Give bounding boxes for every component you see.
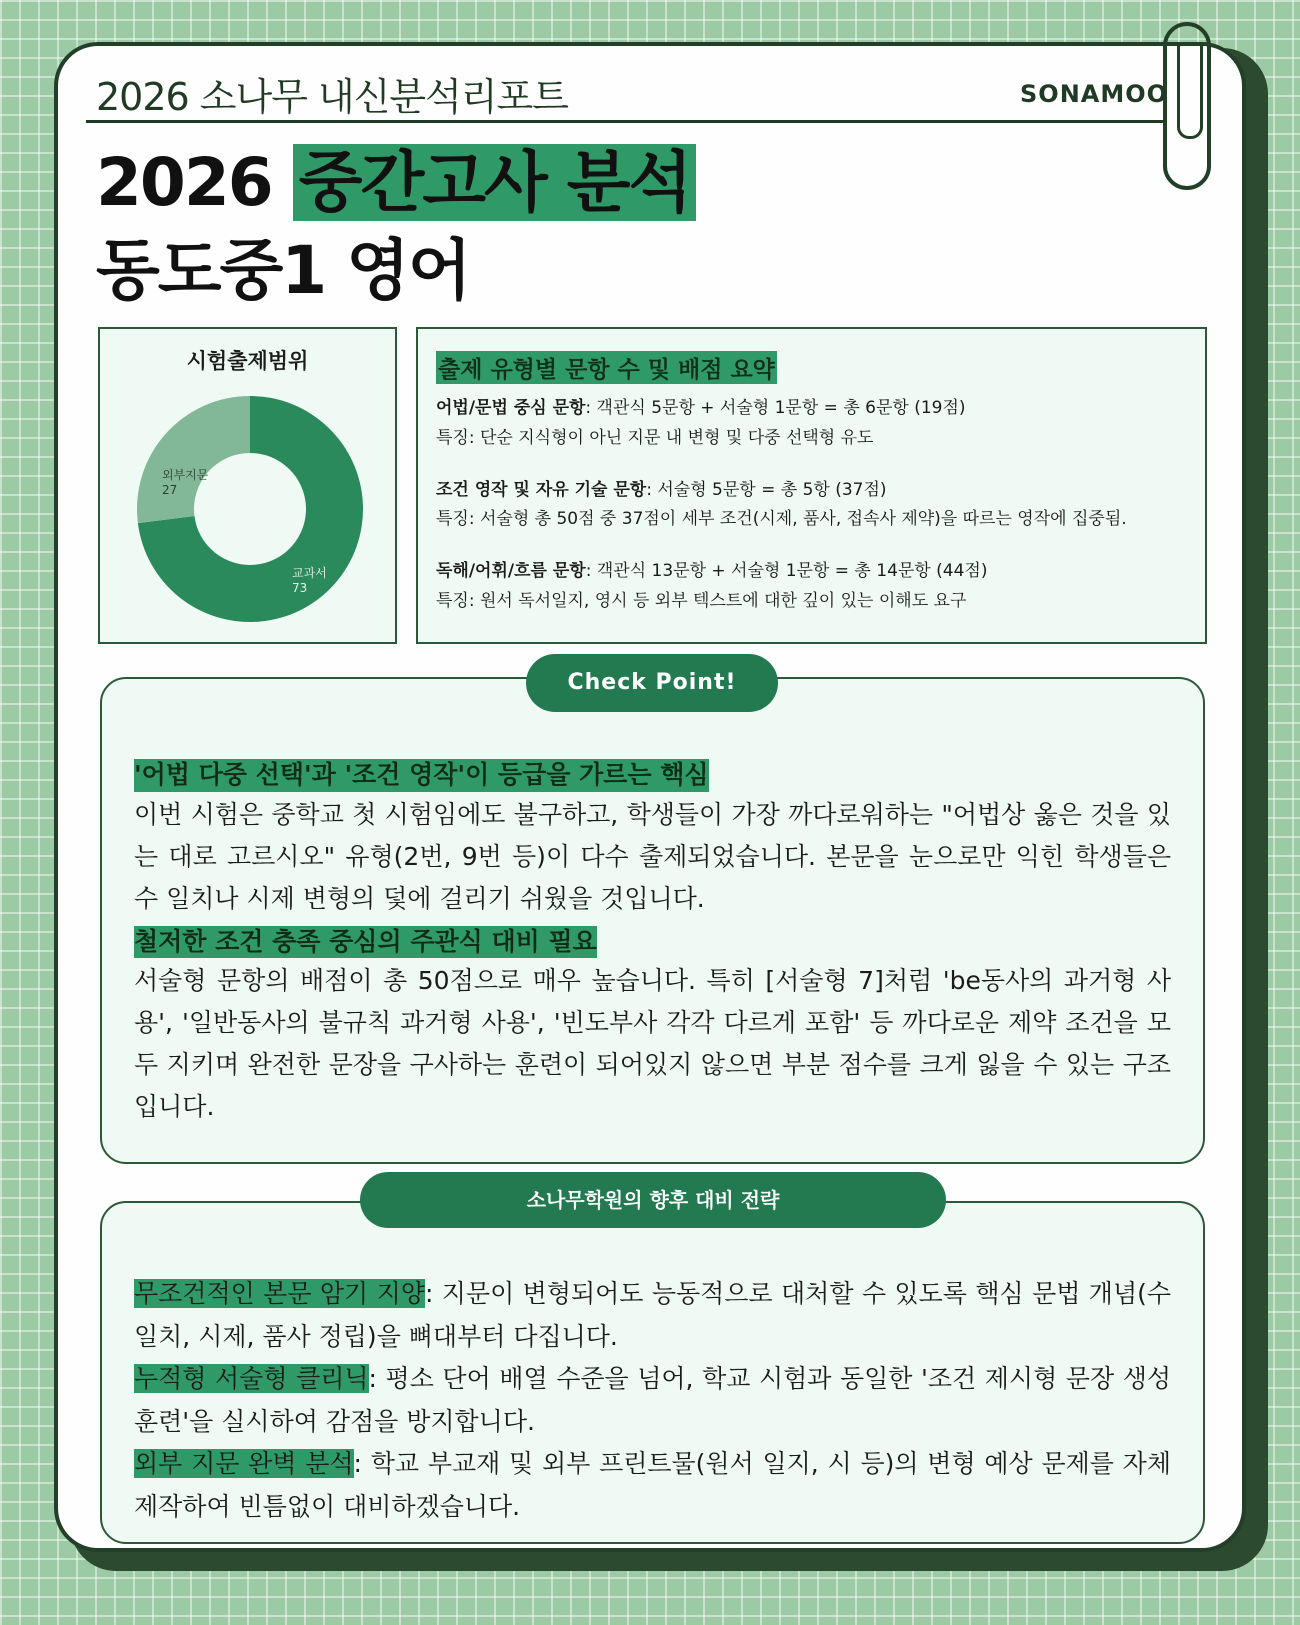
check-point-badge: Check Point! [526, 654, 778, 712]
summary-item-label: 어법/문법 중심 문항 [436, 398, 586, 418]
strategy-item [134, 1273, 1171, 1358]
summary-item-label: 조건 영작 및 자유 기술 문항 [436, 479, 647, 500]
summary-item-feature: 특징: 서술형 총 50점 중 37점이 세부 조건(시제, 품사, 접속사 제약)을 따르는 영작에 집중됨. [436, 509, 1127, 530]
exam-scope-title: 시험출제범위 [186, 349, 309, 373]
sonamoo-logo: SONAMOO [1020, 80, 1169, 108]
summary-item-detail: : 객관식 13문항 + 서술형 1문항 = 총 14문항 (44점) [585, 561, 988, 581]
report-header-title: 2026 소나무 내신분석리포트 [96, 75, 568, 119]
check-point-body: 서술형 문항의 배점이 총 50점으로 매우 높습니다. 특히 [서술형 7]처럼 'be동사의 과거형 사용', '일반동사의 불규칙 과거형 사용', '빈도부사 각각 다르게 포함' 등 까다로운 제약 조건을 모두 지키며 완전한 문장을 구사하는 훈련이 되어있지 않으면 부분 점수를 크게 잃을 수 있는 구조입니다. [134, 966, 1171, 1121]
summary-item [436, 394, 1187, 454]
type-summary-panel [416, 327, 1207, 644]
page-title [96, 144, 696, 221]
strategy-body: : 평소 단어 배열 수준을 넘어, 학교 시험과 동일한 '조건 제시형 문장 생성 훈련'을 실시하여 감점을 방지합니다. [134, 1364, 1171, 1436]
title-year: 2026 [96, 144, 272, 221]
donut-slice-external [137, 396, 250, 523]
textbook-value: 73 [292, 581, 308, 595]
strategy-heading: 무조건적인 본문 암기 지양 [134, 1279, 425, 1308]
strategy-heading: 누적형 서술형 클리닉 [134, 1364, 369, 1393]
page-subtitle: 동도중1 영어 [96, 232, 470, 309]
summary-item-feature: 특징: 단순 지식형이 아닌 지문 내 변형 및 다중 선택형 유도 [436, 427, 874, 448]
summary-item-detail: : 서술형 5문항 = 총 5항 (37점) [646, 479, 887, 500]
external-value: 27 [162, 483, 178, 497]
exam-scope-panel [98, 327, 397, 644]
strategy-body: : 학교 부교재 및 외부 프린트물(원서 일지, 시 등)의 변형 예상 문제를 자체 제작하여 빈틈없이 대비하겠습니다. [134, 1449, 1171, 1521]
check-point-body: 이번 시험은 중학교 첫 시험임에도 불구하고, 학생들이 가장 까다로워하는 "어법상 옳은 것을 있는 대로 고르시오" 유형(2번, 9번 등)이 다수 출제되었습니다. 본문을 눈으로만 익힌 학생들은 수 일치나 시제 변형의 덫에 걸리기 쉬웠을 것입니다. [134, 799, 1171, 913]
summary-title: 출제 유형별 문항 수 및 배점 요약 [436, 351, 777, 384]
check-point-heading: '어법 다중 선택'과 '조건 영작'이 등급을 가르는 핵심 [134, 759, 709, 792]
title-highlight: 중간고사 분석 [293, 144, 697, 221]
summary-item [436, 476, 1187, 536]
textbook-label: 교과서 [292, 566, 327, 580]
strategy-body: : 지문이 변형되어도 능동적으로 대처할 수 있도록 핵심 문법 개념(수 일치, 시제, 품사 정립)을 뼈대부터 다집니다. [134, 1279, 1171, 1351]
strategy-item [134, 1358, 1171, 1443]
summary-item-feature: 특징: 원서 독서일지, 영시 등 외부 텍스트에 대한 깊이 있는 이해도 요구 [436, 590, 967, 611]
scope-donut-chart [132, 391, 368, 627]
check-point-panel [100, 677, 1205, 1164]
paperclip-icon [1163, 22, 1211, 190]
strategy-item [134, 1443, 1171, 1528]
check-point-heading: 철저한 조건 충족 중심의 주관식 대비 필요 [134, 926, 597, 959]
external-label: 외부지문 [162, 468, 209, 482]
summary-item [436, 557, 1187, 617]
strategy-heading: 외부 지문 완벽 분석 [134, 1449, 354, 1478]
header-divider [86, 120, 1166, 123]
strategy-panel [100, 1201, 1205, 1544]
summary-item-label: 독해/어휘/흐름 문항 [436, 561, 586, 581]
summary-item-detail: : 객관식 5문항 + 서술형 1문항 = 총 6문항 (19점) [585, 398, 966, 418]
strategy-badge: 소나무학원의 향후 대비 전략 [360, 1172, 946, 1228]
